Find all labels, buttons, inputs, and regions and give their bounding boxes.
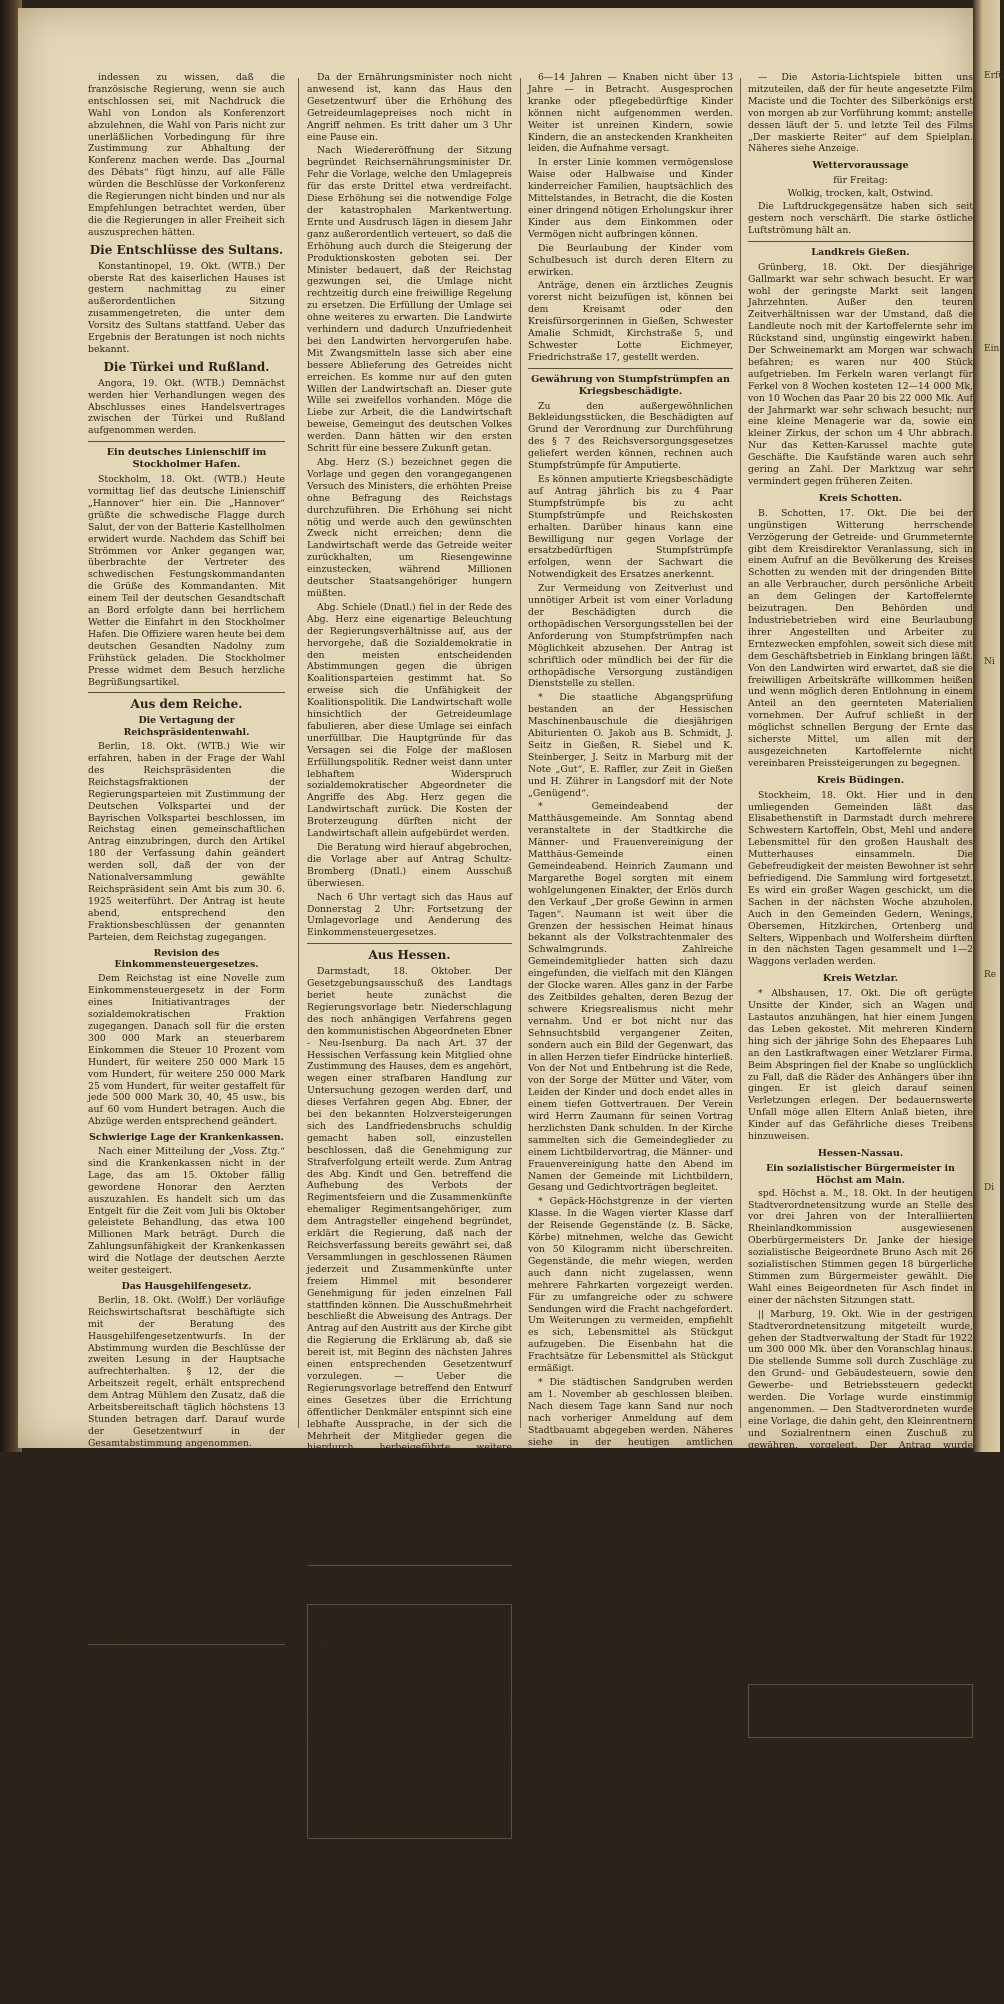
wetter-heading: Wettervoraussage [812, 160, 909, 172]
reichstag-paragraph: Zur Beratung gelangt sodann der Gesetzentwurf, welcher der Notstandsgrenze das pfändungsfreie Jahreseinkommen auf 300 000 Mark erhöhen will. [88, 1766, 285, 1826]
wahl-heading: Die Vertagung der Reichspräsidentenwahl. [123, 715, 250, 739]
vornotizen-heading: Vornotizen. [599, 1465, 662, 1477]
notice-paragraph: Infolge der schwierigen Verhältnisse im Zeitungsgewerbe muß der Annahmeschluß für Anzeigen pünktlich eingehalten werden. Die Anzeigenannahme von Anzeigen findet bis zum Abend vor dem Aufnahmetag statt; Anzeigen für die Samstagsnummer müssen spätestens bis Freitag mittag aufgegeben sein. [310, 1675, 509, 1794]
reichstag-heading: Deutscher Reichstag. [114, 1649, 259, 1664]
schotten-heading: Kreis Schotten. [818, 492, 903, 504]
verf-heading: Der Verfassungstag. [133, 1453, 240, 1465]
divider [748, 241, 973, 242]
landkreis-heading: Landkreis Gießen. [811, 246, 910, 258]
reichstag-session: 258. Sitzung, 2 Uhr. [139, 1667, 234, 1679]
kost-paragraph: Diese Kuren sollen auch künftig weitergeführt werden. Es kommen nur erholungsbedürftige Kinder im Alter von [307, 1968, 512, 2003]
buedingen-paragraph: Stockheim, 18. Okt. Hier und in den umliegenden Gemeinden läßt das Elisabethenstift in Darmstadt durch mehrere Schwestern Kartoffeln, Obst, Mehl und andere Lebensmittel für den großen Haushalt des Mutterhauses einsammeln. Die Gebefreudigkeit der meisten Bewohner ist sehr befriedigend. Die Sammlung wird fortgesetzt. Es wird ein großer Wagen geschickt, um die Sachen in der nächsten Woche abzuholen. Auch in den Gemeinden Gedern, Wenings, Obersemen, Hitzkirchen, Ortenberg und Selters, Wippenbach und Wolfersheim dürften in den nächsten Tagen gesammelt und 1—2 Waggons verladen werden. [748, 789, 973, 968]
newspaper-page [18, 8, 973, 2003]
stadt-dateline: Gießen, den 19. Oktober 1922. [336, 1588, 483, 1600]
wahl-paragraph: Berlin, 18. Okt. (WTB.) Wie wir erfahren, haben in der Frage der Wahl des Reichspräsidenten die Reichstagsfraktionen der Regierungsparteien mit Zustimmung der Deutschen Volkspartei und der Bayrischen Volkspartei beschlossen, im Reichstag einen gemeinschaftlichen Antrag einzubringen, durch den Artikel 180 der Verfassung dahin geändert werden soll, daß der von der Nationalversammlung gewählte Reichspräsident sein Amt bis zum 30. 6. 1925 weiterführt. Der Antrag ist heute abend, entsprechend den Fraktionsbeschlüssen der genannten Parteien, dem Reichstag zugegangen. [88, 741, 285, 943]
divider [307, 943, 512, 944]
hessen-nassau-subheading: Ein sozialistischer Bürgermeister in Höchst am Main. [766, 1162, 955, 1186]
notice-heading: Unserer Anzeigenkundschaft zur gefl. Beachtung. [318, 1614, 501, 1672]
kranken-heading: Schwierige Lage der Krankenkassen. [89, 1132, 284, 1144]
divider [88, 692, 285, 693]
article-paragraph: Anträge, denen ein ärztliches Zeugnis vorerst nicht beizufügen ist, können bei dem Kreisamt oder den Kreisfürsorgerinnen in Gießen, Schwester Amalie Schmidt, Kirchstraße 5, und Schwester Lotte Eichmeyer, Friedrichstraße 17, gestellt werden. [528, 280, 733, 363]
anz-paragraph: Von deutschnationaler Seite ist im Reichstag ein Antrag eingebracht worden, durch eine Novelle zum Umsatzsteuergesetz die Anzeigensteuer für Zeitungen und Zeitschriften aufzuheben. [88, 1568, 285, 1640]
column-2 [307, 72, 512, 2003]
stumpf-paragraph: Es können amputierte Kriegsbeschädigte auf Antrag jährlich bis zu 4 Paar Stumpfstrümpfe bis zu acht Stumpfstrümpfe und Reichskosten erhalten. Darüber hinaus kann eine Bewilligung nur gegen Vorlage der ersatzbedürftigen Stumpfstrümpfe erfolgen, wenn der Sachwart die Notwendigkeit des Ersatzes anerkennt. [528, 474, 733, 581]
column-3 [528, 72, 733, 1889]
stadt-heading: Aus Stadt und Land. [341, 1570, 478, 1585]
eink-paragraph: Dem Reichstag ist eine Novelle zum Einkommensteuergesetz in der Form eines Initiativantrages der sozialdemokratischen Fraktion zugegangen. Danach soll für die ersten 300 000 Mark an steuerbarem Einkommen die Steuer 10 Prozent vom Hundert, für weitere 250 000 Mark 15 vom Hundert, für weitere 250 000 Mark 25 vom Hundert, für weiter gestaffelt für jede 500 000 Mark 30, 40, 45 usw., bis auf 60 vom Hundert betragen. Auch die Abzüge werden entsprechend geändert. [88, 973, 285, 1128]
stumpf-paragraph: Zur Vermeidung von Zeitverlust und unnötiger Arbeit ist vom einer Vorladung der Beschädigten durch die orthopädischen Versorgungsstellen bei der Anforderung von Stumpfstrümpfen nach Möglichkeit abzusehen. Der Antrag ist schriftlich oder mündlich bei der für die orthopädische Versorgung zuständigen Dienststelle zu stellen. [528, 583, 733, 690]
divider [88, 1644, 285, 1645]
reich-heading: Aus dem Reiche. [130, 697, 243, 712]
article-paragraph: Abg. Schiele (Dnatl.) fiel in der Rede des Abg. Herz eine eigenartige Beleuchtung der Regierungsverhältnisse auf, aus der hervorgehe, daß die Sozialdemokratie in den meisten entscheidenden Abstimmungen gegen die übrigen Koalitionsparteien gestimmt hat. So erweise sich die Unfähigkeit der Koalitionspolitik. Die Landwirtschaft wolle hinsichtlich der Getreideumlage fabulieren, aber diese Umlage sei einfach unerfüllbar. Die Hauptgründe für das Versagen sei die Folge der maßlosen Erfüllungspolitik. Redner weist dann unter lebhaftem Widerspruch sozialdemokratischer Abgeordneter die Angriffe des Abg. Herz gegen die Landwirtschaft zurück. Die Kosten der Broterzeugung dürften nicht der Landwirtschaft allein aufgebürdet werden. [307, 601, 512, 840]
reichstag-dateline: Berlin, 18. Okt. [212, 1680, 285, 1692]
astoria-paragraph: — Die Astoria-Lichtspiele bitten uns mitzuteilen, daß der für heute angesetzte Film Maciste und die Tochter des Silberkönigs erst von morgen ab zur Vorführung kommt; anstelle dessen läuft der 5. und letzte Teil des Films „Der maskierte Reiter“ auf dem Spielplan. Näheres siehe Anzeige. [748, 72, 973, 155]
article-paragraph: Nach 6 Uhr vertagt sich das Haus auf Donnerstag 2 Uhr: Fortsetzung der Umlagevorlage und Aenderung des Einkommensteuergesetzes. [307, 891, 512, 939]
wetter-forecast: Wolkig, trocken, kalt, Ostwind. [787, 188, 934, 200]
dollar-time: 10 Uhr vormittags: [815, 1707, 906, 1719]
tuerkei-heading: Die Türkei und Rußland. [103, 359, 270, 374]
anz-heading: Die Anzeigensteuer. [134, 1554, 239, 1566]
hessen-paragraph: Darmstadt, 18. Oktober. Der Gesetzgebungsausschuß des Landtags beriet heute zunächst die Regierungsvorlage betr. Niederschlagung des noch anhängigen Verfahrens gegen den kommunistischen Abgeordneten Ebner - Neu-Isenburg. Da nach Art. 37 der Hessischen Verfassung kein Mitglied ohne Zustimmung des Hauses, dem es angehört, wegen einer strafbaren Handlung zur Untersuchung gezogen werden darf, und dieses Verfahren gegen Abg. Ebner, der bei den bekannten Holzversteigerungen sich des Landfriedensbruchs schuldig gemacht haben soll, einzustellen beschlossen, daß die Genehmigung zur Strafverfolgung erteilt werde. Zum Antrag des Abg. Kindt und Gen. betreffend die Aufhebung des Verbots der Regimentsfeiern und die Zusammenkünfte ehemaliger Regimentsangehöriger, zum dem Antragsteller eingehend begründet, erklärt die Regierung, daß nach der Reichsverfassung bereits gewährt sei, daß Versammlungen in geschlossenen Räumen jederzeit und Zusammenkünfte unter freiem Himmel mit besonderer Genehmigung für jeden einzelnen Fall stattfinden können. Die Ausschußmehrheit beschließt die Abweisung des Antrags. Der Antrag auf den Austritt aus der Kirche gibt die Regierung die Erklärung ab, daß sie bereit ist, mit Beginn des nächsten Jahres einen entsprechenden Gesetzentwurf vorzulegen. — Ueber die Regierungsvorlage betreffend den Entwurf eines Gesetzes über die Errichtung öffentlicher Denkmäler entspinnt sich eine lebhafte Aussprache, in der sich die Mehrheit der Mitglieder gegen die hierdurch herbeigeführte weitere Bevormundung der Gemeinden aussprach. Der Entwurf wird dann zurückgestellt, bis die Regierung aufgrund der Erfahrungen bei der Durchführung der Abänderung der Gebührenordnung der Notare nach vorgelegt, so daß die Regierung erklärt, daß sie eine der heutigen Geldentwertung entsprechende Vorlage demnächst dem Hause zugehen läßt. [307, 966, 512, 1561]
marburg-paragraph: || Marburg, 19. Okt. Wie in der gestrigen Stadtverordnetensitzung mitgeteilt wurde, gehen der Stadtverwaltung der Stadt für 1922 um 300 000 Mk. über den Voranschlag hinaus. Die stellende Summe soll durch Zuschläge zu den Grund- und Gebäudesteuern, sowie den Gewerbe- und Betriebssteuern gedeckt werden. Die Vorlage wurde einstimmig angenommen. — Den Stadtverordneten wurde eine Vorlage, die dahin geht, den Kleinrentnern und Sozialrentnern einen Zuschuß zu gewähren, vorgelegt. Der Antrag wurde gleichfalls angenommen. Die Wohnungsbauabgabe von 50 auf 65 Proz. zu erhöhen. Von dem Ertrage sollen 15 Proz. zur Bildung eines Ausgleichsfonds auf Grund des Reichsmietengesetzes Verwendung finden. [748, 1308, 973, 1511]
edge-fragment: Erfü [984, 71, 1004, 81]
stumpf-paragraph: Zu den außergewöhnlichen Bekleidungsstücken, die Beschädigten auf Grund der Verordnung zur Durchführung des § 7 des Reichsversorgungsgesetzes geliefert werden können, rechnen auch Stumpfstrümpfe für Amputierte. [528, 400, 733, 472]
divider [88, 441, 285, 442]
article-paragraph: Die Beratung wird hierauf abgebrochen, die Vorlage aber auf Antrag Schultz-Bromberg (Dnatl.) einem Ausschuß überwiesen. [307, 842, 512, 889]
verf-paragraph: Das preußische Staatsministerium wird, den Blättern zufolge, im Reichsrat für die Einsetzung des 11. August als Nationalfeiertag eintreten und sich dafür einsetzen, daß an diesem Tage Gelegenheit an den Reichsfarben geflaggt werde. [88, 1467, 285, 1551]
next-page-edge [973, 0, 1004, 1452]
kost-paragraph: Durch Spenden amerikanischer Frauen und Männer deutscher Abstammung in der Stadt Newark ist der Landesverficherungsanstalt möglich, im laufenden Jahre schwächlichen Kindern einen sechswöchigen Erholungsaufenthalt in dem Kinderheim Newark Eiselsdorf zu ermöglichen. [307, 1870, 512, 1966]
haus-paragraph: Berlin, 18. Okt. (Wolff.) Der vorläufige Reichswirtschaftsrat beschäftigte sich mit der Beratung des Hausgehilfengesetzentwurfs. In der Abstimmung wurden die Beschlüsse der zweiten Lesung in der Hauptsache aufrechterhalten. § 12, der die Arbeitszeit regelt, erhält entsprechend dem Antrag Mühlem den Zusatz, daß die Arbeitsbereitschaft täglich höchstens 13 Stunden betragen darf. Darauf wurde der Gesetzentwurf in der Gesamtabstimmung angenommen. [88, 1294, 285, 1449]
kranken-paragraph: Nach einer Mitteilung der „Voss. Ztg.“ sind die Krankenkassen nicht in der Lage, das am 15. Oktober fällig gewordene Honorar den Aerzten auszuzahlen. Es handelt sich um das Entgelt für die Zeit vom Juli bis Oktober geleistete Behandlung, das etwa 100 Millionen Mark beträgt. Durch die Zahlungsunfähigkeit der Krankenkassen wird die Notlage der deutschen Aerzte weiter gesteigert. [88, 1146, 285, 1277]
column-4 [748, 72, 973, 1732]
schotten-paragraph: B. Schotten, 17. Okt. Die bei der ungünstigen Witterung herrschende Verzögerung der Getreide- und Grummeternte gibt dem Kreisdirektor Veranlassung, sich in einem Aufruf an die Bevölkerung des Kreises Schotten zu wenden mit der dringenden Bitte an alle Verbraucher, durch persönliche Arbeit an dem Gelingen der Kartoffelernte beizutragen. Den Behörden und Industriebetrieben wird eine Beurlaubung ihrer Angestellten und Arbeiter zu Erntezwecken empfohlen, soweit sich diese mit dem Geschäftsbetrieb in Einklang bringen läßt. Von den Landwirten wird erwartet, daß sie die freiwilligen Arbeitskräfte willkommen heißen und wenn möglich deren Entlohnung in einem Anteil an den geernteten Materialien vornehmen. Der Aufruf schließt in der möglichst schnellen Bergung der Ernte das sicherste Mittel, um allen mit der ausgezeichneten Kartoffelernte nicht vereinbaren Preissteigerungen zu begegnen. [748, 507, 973, 769]
article-paragraph: In erster Linie kommen vermögenslose Waise oder Halbwaise und Kinder kinderreicher Familien, hauptsächlich des Mittelstandes, in Betracht, die die Kosten einer dringend nötigen Erholungskur ihrer Kinder aus dem Einkommen oder Vermögen nicht aufbringen können. [528, 157, 733, 240]
landkreis-paragraph: Grünberg, 18. Okt. Der diesjährige Gallmarkt war sehr schwach besucht. Er war wohl der geringste Markt seit langen Jahrzehnten. Außer den teuren Zeitverhältnissen war der Umstand, daß die Landleute noch mit der Kartoffelernte sehr im Rückstand sind, ungünstig eingewirkt haben. Der Schweinemarkt am Morgen war schwach befahren; es waren nur 400 Stück aufgetrieben. Im Ferkeln waren verlangt für Ferkel von 8 Wochen kosteten 12—14 000 Mk, von 10 Wochen das Paar 20 bis 22 000 Mk. Auf der Jahrmarkt war sehr schwach besucht; nur eine kleine Menagerie war da, sowie ein kleiner Zirkus, der schon um 4 Uhr abbrach. Nur das Ketten-Karussel machte gute Geschäfte. Die Kaufstände waren auch sehr gering an Zahl. Der Marktzug war sehr vermindert gegen früheren Zeiten. [748, 261, 973, 487]
article-paragraph: 6—14 Jahren — Knaben nicht über 13 Jahre — in Betracht. Ausgesprochen kranke oder pflegebedürftige Kinder können nicht aufgenommen werden. Weiter ist unreinen Kindern, sowie Kindern, die an ansteckenden Krankheiten leiden, die Aufnahme versagt. [528, 72, 733, 155]
column-rule [298, 78, 299, 1428]
schiff-heading: Ein deutsches Linienschiff im Stockholmer Hafen. [106, 447, 267, 471]
reichstag-paragraph: Nachdem Reichsjustizminister Radbruch sich gegen eine Erhöhung der Pfändungsgrenze für Beamte noch für diese Tagung in Aussicht gestellt hat, wird der Gesetzentwurf dem Rechtsausschuß überwiesen. [88, 1853, 285, 1925]
hoechst-paragraph: spd. Höchst a. M., 18. Okt. In der heutigen Stadtverordnetensitzung wurde an Stelle des vor drei Jahren von der Interalliierten Rheinlandkommission ausgewiesenen Oberbürgermeisters Dr. Janke der hiesige sozialistische Beigeordnete Bruno Asch mit 26 sozialistischen Stimmen gegen 18 bürgerliche Stimmen zum Bürgermeister gewählt. Die Wahl eines Beigeordneten für Asch findet in einer der nächsten Sitzungen statt. [748, 1187, 973, 1306]
gepaeck-paragraph: * Gepäck-Höchstgrenze in der vierten Klasse. In die Wagen vierter Klasse darf der Reisende Gegenstände (z. B. Säcke, Körbe) mitnehmen, welche das Gewicht von 50 Kilogramm nicht überschreiten. Gegenstände, die mehr wiegen, werden auch dann nicht zugelassen, wenn mehrere Fahrkarten vorgezeigt werden. Für zu umfangreiche oder zu schwere Sendungen wird die Fracht nachgefordert. Um Weiterungen zu vermeiden, empfiehlt es sich, Lebensmittel als Stückgut aufzugeben. Die Eisenbahn hat die Frachtsätze für Lebensmittel als Stückgut ermäßigt. [528, 1196, 733, 1375]
dollar-heading: Heutiger Stand des Dollars [769, 1690, 952, 1705]
column-1 [88, 72, 285, 1974]
sultan-paragraph: Konstantinopel, 19. Okt. (WTB.) Der oberste Rat des kaiserlichen Hauses ist gestern nachmittag zu einer außerordentlichen Sitzung zusammengetreten, die unter dem Vorsitz des Sultans stattfand. Ueber das Ergebnis der Beratungen ist noch nichts bekannt. [88, 260, 285, 355]
notice-hours: von 8—12½ Uhr und von 2—5½ Uhr. [315, 1809, 504, 1821]
vornotizen-paragraph: — Tageskalender für Donnerstag. Stadttheater, 7 Uhr: Gastspiel des Moskauer Balletts. — Kath. Vereinshaus, 8 Uhr: Hausbesitzerversammlung. — Astoria-Lichtspiele, ab heute: „Der maskierte Reiter“, 5. und letzter Teil, und „Fatty als Liftboy“ und „Schmücke Erbtante“. — Lichtspielhaus, Bahnhofstraße: Der Gauf von Monte Christo, 2. Teil: „Der Schatz von Monte Christo“. — Palast-Lichtspiele, ab heute: „Das Mädchen aus der Ackerstraße“ und „Das doppelte Knopploch“. [528, 1480, 733, 1635]
article-paragraph: Da der Ernährungsminister noch nicht anwesend ist, kann das Haus den Gesetzentwurf über die Erhöhung des Getreideumlagepreises noch nicht in Angriff nehmen. Es tritt daher um 3 Uhr eine Pause ein. [307, 72, 512, 143]
schiff-paragraph: Stockholm, 18. Okt. (WTB.) Heute vormittag lief das deutsche Linienschiff „Hannover“ hier ein. Die „Hannover“ grüßte die schwedische Flagge durch Salut, der von der Batterie Kastellholmen erwidert wurde. Nachdem das Schiff bei Strömmen vor Anker gegangen war, überbrachte der Vertreter des schwedischen Festungskommandanten die Grüße des Kommandanten. Mit einem Teil der deutschen Gesandtschaft an Bord erfolgte dann bei herrlichem Wetter die Einfahrt in den Stockholmer Hafen. Die Offiziere waren heute bei dem deutschen Gesandten Nadolny zum Frühstück geladen. Die Stockholmer Presse widmet dem Besuch herzliche Begrüßungsartikel. [88, 474, 285, 688]
wetter-subheading: für Freitag: [833, 175, 888, 187]
wetzlar-paragraph: * Albshausen, 17. Okt. Die oft gerügte Unsitte der Kinder, sich an Wagen und Lastautos anzuhängen, hat hier einem Jungen das Leben gekostet. Mit mehreren Kindern hing sich der jährige Sohn des Ehepaares Luh an den Lastkraftwagen einer Wetzlarer Firma. Beim Abspringen fiel der Knabe so unglücklich zu Fall, daß die Räder des Anhängers über ihn gingen. Er ist gleich darauf seinen Verletzungen erlegen. Der bedauernswerte Unfall möge allen Eltern Anlaß bieten, ihre Kinder auf das Gefährliche dieses Treibens hinzuweisen. [748, 988, 973, 1143]
notice-hours-label: Geschäftszeit [374, 1796, 445, 1808]
wetzlar-heading: Kreis Wetzlar. [822, 973, 899, 985]
reichstag-paragraph: Die Vorlage über Aenderung des Besoldungsgesetzes für die Nachtragshaushalte für 1922 geht an den Haushaltsausschuß. [88, 1927, 285, 1974]
article-paragraph: Nach Wiedereröffnung der Sitzung begründet Reichsernährungsminister Dr. Fehr die Vorlage, welche den Umlagepreis für das erste Drittel etwa verdreifacht. Diese Erhöhung sei die notwendige Folge der katastrophalen Markentwertung. Ernte und Ausdrusch lägen in diesem Jahr ganz außerordentlich verteuert, so daß die Erhöhung auch durch die Steigerung der Produktionskosten geboten sei. Der Minister bedauert, daß der Reichstag gezwungen sei, die Umlage nicht rechtzeitig durch eine freiwillige Regelung zu ersetzen. Die Erfüllung der Umlage sei ohne weiteres zu erwarten. Die Landwirte verhindern und dadurch Unzufriedenheit bei den Landwirten hervorgerufen habe. Mit Zwangsmitteln lasse sich aber eine bessere Ablieferung des Getreides nicht erreichen. Es komme nur auf den guten Willen der Landwirtschaft an. Dieser gute Wille sei zweifellos vorhanden. Möge die Liebe zur Arbeit, die die Landwirtschaft beweise, Gemeingut des deutschen Volkes werden. Dann hätten wir den ersten Schritt für eine bessere Zukunft getan. [307, 145, 512, 455]
dollar-box [748, 1684, 973, 1738]
eink-heading: Revision des Einkommensteuergesetzes. [114, 947, 259, 971]
sandgruben-paragraph: * Die städtischen Sandgruben werden am 1. November ab geschlossen bleiben. Nach diesem Tage kann Sand nur noch nach vorheriger Anmeldung auf dem Stadtbauamt abgegeben werden. Näheres siehe in der heutigen amtlichen Bekanntmachung. [528, 1376, 733, 1460]
sultan-heading: Die Entschlüsse des Sultans. [89, 242, 284, 257]
notice-box [307, 1604, 512, 1839]
article-paragraph: Die Beurlaubung der Kinder vom Schulbesuch ist durch deren Eltern zu erwirken. [528, 242, 733, 278]
stumpf-heading: Gewährung von Stumpfstrümpfen an Kriegsbeschädigte. [531, 373, 730, 397]
edge-fragment: Ein [984, 344, 1000, 354]
hessen-heading: Aus Hessen. [368, 948, 451, 963]
matthaeus-paragraph: * Gemeindeabend der Matthäusgemeinde. Am Sonntag abend veranstaltete in der Stadtkirche die Männer- und Frauenvereinigung der Matthäus-Gemeinde einen Gemeindeabend. Heinrich Zaumann und Margarethe Bogel sorgten mit einem wohlgelungenen Einakter, der Erlös durch den Verkauf „Der große Gewinn in armen Tagen“. Naumann ist weit über die Grenzen der hessischen Heimat hinaus bekannt als der Volkstrachtenmaler des Schwalmgrunds. Zahlreiche Gemeindemitglieder hatten sich dazu eingefunden, die vielfach mit den Klängen der Glocke waren. Alles ganz in der Farbe des Zeitbildes gehalten, deren Bezug der schwere Kriegsrealismus nicht mehr vernahm. Und er bot nicht nur das Sehnsuchtsbild vergangener Zeiten, sondern auch ein Bild der Gegenwart, das in allen Herzen tiefer Eindrücke hinterließ. Von der Not und Entbehrung ist die Rede, von der Sorge der Mütter und Väter, vom Leiden der Kinder und doch endet alles in einem tiefen Gottvertrauen. Der Verein wird Herrn Zaumann für seinen Vortrag herzlichsten Dank schulden. In der Kirche sammelten sich die Gemeindeglieder zu einem Lichtbildervortrag, die Männer- und Frauenvereinigung hatte den Abend im Namen der Gemeinde mit Lichtbildern, Gesang und Gedichtvorträgen begleitet. [528, 801, 733, 1194]
notice-signature: Verlag des Gießener Anzeigers. [345, 1822, 509, 1834]
divider [307, 1565, 512, 1566]
abgang-paragraph: * Die staatliche Abgangsprüfung bestanden an der Hessischen Maschinenbauschule die diesjährigen Abiturienten O. Jakob aus B. Schmidt, J. Seitz in Gießen, R. Siebel und K. Steinberger, J. Seitz in Marburg mit der Note „Gut“, E. Raffler, zur Zeit in Gießen und H. Zührer in Langsdorf mit der Note „Genügend“. [528, 692, 733, 799]
frankfurt-paragraph: xy. Frankfurt a. M., 18. Okt. Auf der Rückfahrt von Hanau verlor an einem Kraftwagen der Firma Hartmann & Braun die Steuerung. Das Auto rannte gegen einen Baum und zerschellte vollständig. Die beiden Insassen, wurden schwer verletzt und mußten dem hiesigen Krankenhaus zugeführt werden. — Nach zweijähriger Bauzeit wurde im Postamt Süd das zweite Frankfurter Fernsprechamt fertiggestellt. Es erhält den Namen „Spessart“ und wird am 22. Oktober dem Betrieb übergeben. Es bekommt zunächst 3000 Anschlußnummern von den Amtern „Hansa“ und „Römer“ zugestellt. [748, 1513, 973, 1679]
article-paragraph: Abg. Herz (S.) bezeichnet gegen die Vorlage und gegen den vorangegangenen Versuch des Ministers, die erhöhten Preise ohne Befragung des Reichstags durchzuführen. Die Erhöhung sei nicht nötig und werde auch den gewünschten Zweck nicht erreichen; denn die Landwirtschaft werde das Getreide weiter zurückhalten, um Riesengewinne einzustecken, während Millionen deutscher Staatsangehöriger hungern müßten. [307, 457, 512, 599]
reichstag-paragraph: Abg. Malzahn (Komm.) fordert die Erhöhung der Grenze auf 240 000 Mark. [88, 1827, 285, 1851]
reichstag-paragraph: Minister Köster erklärte die Bereitwilligkeit der Regierung, die Interpellation über die Krawalle am Zirkus Busch und die Art der deutschen Wissenschaft unverzüglich zu beantworten. [88, 1693, 285, 1764]
edge-fragment: Ni [984, 657, 995, 667]
tuerkei-paragraph: Angora, 19. Okt. (WTB.) Demnächst werden hier Verhandlungen wegen des Abschlusses eines Handelsvertrages zwischen der Türkei und Rußland aufgenommen werden. [88, 377, 285, 437]
buedingen-heading: Kreis Büdingen. [816, 774, 905, 786]
turnverein-paragraph: — Der Turnverein Gießen von 1846 hält am nächsten Sonntag in der Turnhalle (Ostanlage) einen Herbstschauturnen ab. Näheres ist aus dem Anzeigenteil ersichtlich. [528, 1829, 733, 1889]
dollar-value: Berlin 3175, Frankfurt 3150—3200. [767, 1720, 954, 1732]
column-rule [740, 78, 741, 1428]
intro-paragraph: indessen zu wissen, daß die französische Regierung, wenn sie auch entschlossen sei, mit Nachdruck die Wahl von London als Konferenzort abzulehnen, die Wahl von Paris nicht zur unerläßlichen Vorbedingung für ihre Zustimmung zur Abhaltung der Konferenz machen werde. Das „Journal des Débats“ fügt hinzu, auf alle Fälle würden die Beschlüsse der Vorkonferenz die Regierungen nicht binden und nur als Empfehlungen betrachtet werden, über die die Regierungen in aller Freiheit sich auszusprechen hätten. [88, 72, 285, 238]
edge-fragment: Re [984, 970, 997, 980]
hessen-nassau-heading: Hessen-Nassau. [817, 1147, 904, 1159]
vornotizen-paragraph: — Aus dem Stadttheaterbureau. Eduard Künneke, der als einer der bedeutendsten modernen Operettenkomponisten gelten darf, und von dem unsere Bühne schon wiederholt erfolgreiche Werke zur Aufführung brachte, hat ein „Wenn Liebe erwacht“ erinnert, — kommt am nächsten Sonntag mit seiner neuesten Schöpfung „Verliebte Leute“ zur Wiedergabe. Das Werk ist nach dem bekannten Lustspiel „Kompagnons“ von Heinz Orchert bearbeitet. Die Musik bietet eine Fülle prächtiger Lieder. Die Regie liegt in den Händen des Herrn Gollik, die Tanzarrangements sind von Frau Oldini einstudiert. [528, 1637, 733, 1827]
kost-heading: Kostenlose Erholungskuren für Kinder. [324, 1844, 495, 1867]
haus-heading: Das Hausgehilfengesetz. [121, 1281, 252, 1292]
wetter-paragraph: Die Luftdruckgegensätze haben sich seit gestern noch verschärft. Die starke östliche Luftströmung hält an. [748, 201, 973, 236]
column-rule [520, 78, 521, 1428]
divider [528, 368, 733, 369]
edge-fragment: Di [984, 1183, 995, 1193]
